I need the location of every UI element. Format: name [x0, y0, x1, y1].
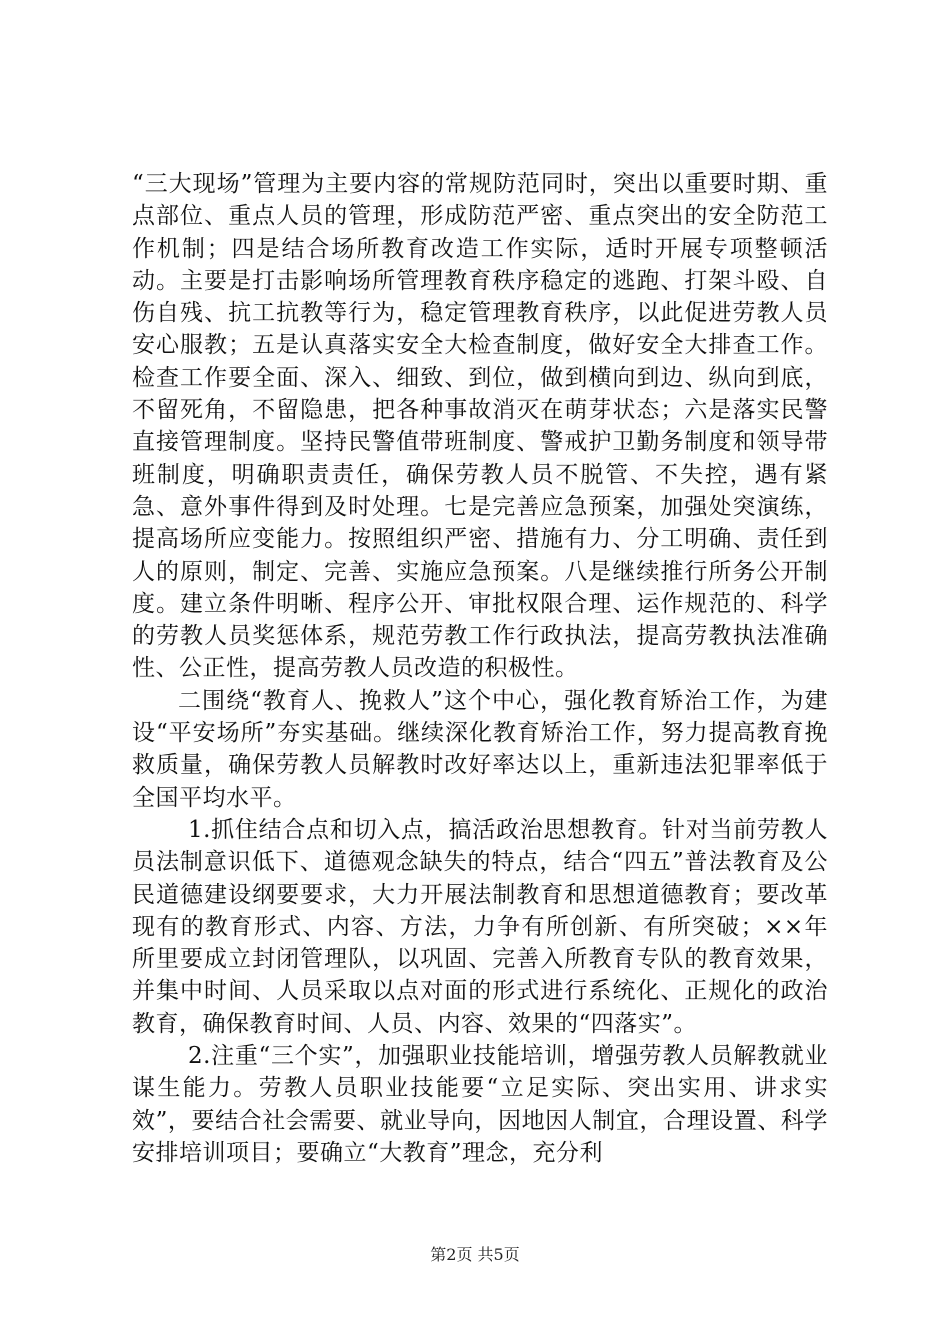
- paragraph-education-center: 二围绕“教育人、挽救人”这个中心，强化教育矫治工作，为建设“平安场所”夯实基础。继续深化教育矫治工作，努力提高教育挽救质量，确保劳教人员解教时改好率达以上，重新违法犯罪率低于全国平均水平。: [132, 687, 828, 811]
- paragraph-security-measures: “三大现场”管理为主要内容的常规防范同时，突出以重要时期、重点部位、重点人员的管理，形成防范严密、重点突出的安全防范工作机制；四是结合场所教育改造工作实际，适时开展专项整顿活动。主要是打击影响场所管理教育秩序稳定的逃跑、打架斗殴、自伤自残、抗工抗教等行为，稳定管理教育秩序，以此促进劳教人员安心服教；五是认真落实安全大检查制度，做好安全大排查工作。检查工作要全面、深入、细致、到位，做到横向到边、纵向到底，不留死角，不留隐患，把各种事故消灭在萌芽状态；六是落实民警直接管理制度。坚持民警值带班制度、警戒护卫勤务制度和领导带班制度，明确职责责任，确保劳教人员不脱管、不失控，遇有紧急、意外事件得到及时处理。七是完善应急预案，加强处突演练，提高场所应变能力。按照组织严密、措施有力、分工明确、责任到人的原则，制定、完善、实施应急预案。八是继续推行所务公开制度。建立条件明晰、程序公开、审批权限合理、运作规范的、科学的劳教人员奖惩体系，规范劳教工作行政执法，提高劳教执法准确性、公正性，提高劳教人员改造的积极性。: [132, 171, 828, 682]
- paragraph-political-education: 1.抓住结合点和切入点，搞活政治思想教育。针对当前劳教人员法制意识低下、道德观念缺失的特点，结合“四五”普法教育及公民道德建设纲要要求，大力开展法制教育和思想道德教育；要改革现有的教育形式、内容、方法，力争有所创新、有所突破；××年所里要成立封闭管理队，以巩固、完善入所教育专队的教育效果，并集中时间、人员采取以点对面的形式进行系统化、正规化的政治教育，确保教育时间、人员、内容、效果的“四落实”。: [132, 816, 828, 1037]
- page-number-footer: 第2页 共5页: [430, 1245, 520, 1264]
- paragraph-vocational-training: 2.注重“三个实”，加强职业技能培训，增强劳教人员解教就业谋生能力。劳教人员职业技能要“立足实际、突出实用、讲求实效”，要结合社会需要、就业导向，因地因人制宜，合理设置、科学安排培训项目；要确立“大教育”理念，充分利: [132, 1043, 828, 1166]
- document-body: [132, 168, 828, 1169]
